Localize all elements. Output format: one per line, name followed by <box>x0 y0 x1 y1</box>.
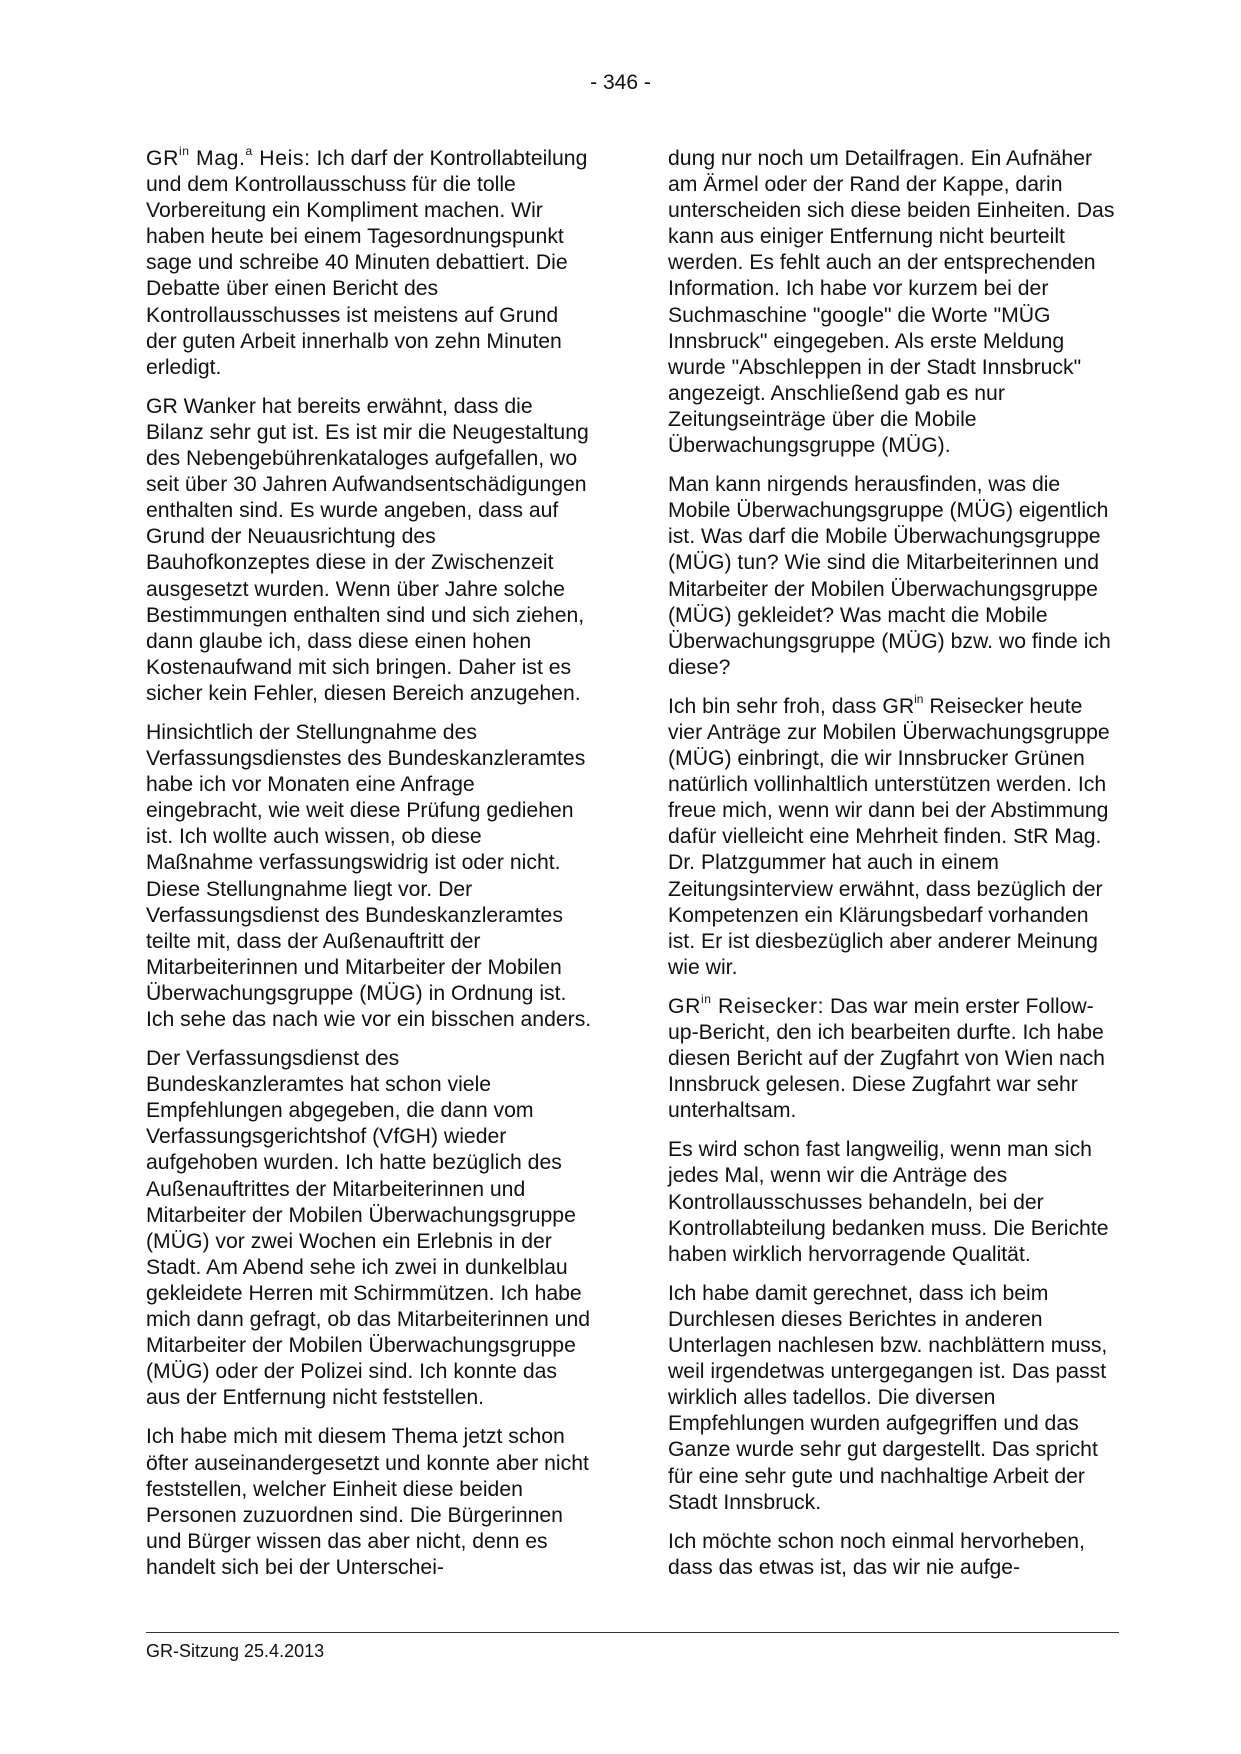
speaker-title: GR <box>146 147 179 170</box>
speaker-degree: Mag. <box>189 147 246 170</box>
paragraph-thema: Ich habe mich mit diesem Thema jetzt schon öfter auseinandergesetzt und konnte aber nicht feststellen, welcher Einheit diese beiden Personen zuzuordnen sind. Die Bürgerinnen und Bürger wissen das aber nicht, denn es handelt sich bei der Unterschei- <box>146 1425 589 1579</box>
paragraph-nirgends: Man kann nirgends herausfinden, was die Mobile Überwachungsgruppe (MÜG) eigentlich ist. Was darf die Mobile Überwachungsgruppe (MÜG) tun? Wie sind die Mitarbeiterinnen und Mitarbeiter der Mobilen Überwachungsgruppe (MÜG) gekleidet? Was macht die Mobile Überwachungsgruppe (MÜG) bzw. wo finde ich diese? <box>668 473 1111 679</box>
paragraph-verfassungsdienst: Der Verfassungsdienst des Bundeskanzleramtes hat schon viele Empfehlungen abgegeben, die dann vom Verfassungsgerichtshof (VfGH) wieder aufgehoben wurden. Ich hatte bezüglich des Außenauftrittes der Mitarbeiterinnen und Mitarbeiter der Mobilen Überwachungsgruppe (MÜG) vor zwei Wochen ein Erlebnis in der Stadt. Am Abend sehe ich zwei in dunkelblau gekleidete Herren mit Schirmmützen. Ich habe mich dann gefragt, ob das Mitarbeiterinnen und Mitarbeiter der Mobilen Überwachungsgruppe (MÜG) oder der Polizei sind. Ich konnte das aus der Entfernung nicht feststellen. <box>146 1047 591 1410</box>
paragraph-wanker-bilanz: GR Wanker hat bereits erwähnt, dass die Bilanz sehr gut ist. Es ist mir die Neugestaltung des Nebengebührenkataloges aufgefallen, wo seit über 30 Jahren Aufwandsentschädigungen enthalten sind. Es wurde angeben, dass auf Grund der Neuausrichtung des Bauhofkonzeptes diese in der Zwischenzeit ausgesetzt wurden. Wenn über Jahre solche Bestimmungen enthalten sind und sich ziehen, dann glaube ich, dass diese einen hohen Kostenaufwand mit sich bringen. Daher ist es sicher kein Fehler, diesen Bereich anzugehen. <box>146 394 589 705</box>
speaker-name: Heis: <box>252 147 311 170</box>
paragraph-reisecker-speech-intro <box>668 991 1116 1124</box>
paragraph-antraege <box>668 691 1116 981</box>
speaker-label <box>668 991 825 1018</box>
paragraph-stellungnahme: Hinsichtlich der Stellungnahme des Verfassungsdienstes des Bundeskanzleramtes habe ich vor Monaten eine Anfrage eingebracht, wie weit diese Prüfung gediehen ist. Ich wollte auch wissen, ob diese Maßnahme verfassungswidrig ist oder nicht. Diese Stellungnahme liegt vor. Der Verfassungsdienst des Bundeskanzleramtes teilte mit, dass der Außenauftritt der Mitarbeiterinnen und Mitarbeiter der Mobilen Überwachungsgruppe (MÜG) in Ordnung ist. Ich sehe das nach wie vor ein bisschen anders. <box>146 720 592 1031</box>
paragraph-heis-speech-intro <box>146 143 594 381</box>
paragraph-unterscheidung: dung nur noch um Detailfragen. Ein Aufnäher am Ärmel oder der Rand der Kappe, darin unterscheiden sich diese beiden Einheiten. Das kann aus einiger Entfernung nicht beurteilt werden. Es fehlt auch an der entsprechenden Information. Ich habe vor kurzem bei der Suchmaschine "google" die Worte "MÜG Innsbruck" eingegeben. Als erste Meldung wurde "Abschleppen in der Stadt Innsbruck" angezeigt. Anschließend gab es nur Zeitungseinträge über die Mobile Überwachungsgruppe (MÜG). <box>668 147 1115 458</box>
speaker-label <box>146 143 311 170</box>
right-column <box>668 146 1116 1594</box>
left-column <box>146 143 594 1594</box>
speaker-name: Reisecker: <box>711 994 825 1018</box>
paragraph-gerechnet: Ich habe damit gerechnet, dass ich beim Durchlesen dieses Berichtes in anderen Unterlagen nachlesen bzw. nachblättern muss, weil irgendetwas untergegangen ist. Das passt wirklich alles tadellos. Die diversen Empfehlungen wurden aufgegriffen und das Ganze wurde sehr gut dargestellt. Das spricht für eine sehr gute und nachhaltige Arbeit der Stadt Innsbruck. <box>668 1281 1108 1514</box>
footer-divider <box>146 1632 1119 1633</box>
title-superscript: in <box>914 691 924 706</box>
page-number: - 346 - <box>590 71 651 94</box>
paragraph-hervorheben: Ich möchte schon noch einmal hervorheben, dass das etwas ist, das wir nie aufge- <box>668 1529 1085 1579</box>
paragraph-text: Ich darf der Kontrollabteilung und dem Kontrollausschuss für die tolle Vorbereitung ein Kompliment machen. Wir haben heute bei einem Tagesordnungspunkt sage und schreibe 40 Minuten debattiert. Die Debatte über einen Bericht des Kontrollausschusses ist meistens auf Grund der guten Arbeit innerhalb von zehn Minuten erledigt. <box>146 147 588 379</box>
speaker-title-superscript: in <box>178 143 190 158</box>
speaker-degree-superscript: a <box>245 143 253 158</box>
footer-session-date: GR-Sitzung 25.4.2013 <box>146 1641 325 1661</box>
speaker-title-superscript: in <box>700 991 712 1006</box>
paragraph-text-before: Ich bin sehr froh, dass GR <box>668 694 915 718</box>
paragraph-langweilig: Es wird schon fast langweilig, wenn man sich jedes Mal, wenn wir die Anträge des Kontrollausschusses behandeln, bei der Kontrollabteilung bedanken muss. Die Berichte haben wirklich hervorragende Qualität. <box>668 1138 1109 1266</box>
paragraph-text-after: Reisecker heute vier Anträge zur Mobilen Überwachungsgruppe (MÜG) einbringt, die wir Innsbrucker Grünen natürlich vollinhaltlich unterstützen werden. Ich freue mich, wenn wir dann bei der Abstimmung dafür vielleicht eine Mehrheit finden. StR Mag. Dr. Platzgummer hat auch in einem Zeitungsinterview erwähnt, dass bezüglich der Kompetenzen ein Klärungsbedarf vorhanden ist. Er ist diesbezüglich aber anderer Meinung wie wir. <box>668 694 1110 979</box>
speaker-title: GR <box>668 994 701 1018</box>
paragraph-text: Das war mein erster Follow-up-Bericht, den ich bearbeiten durfte. Ich habe diesen Bericht auf der Zugfahrt von Wien nach Innsbruck gelesen. Diese Zugfahrt war sehr unterhaltsam. <box>668 994 1105 1123</box>
